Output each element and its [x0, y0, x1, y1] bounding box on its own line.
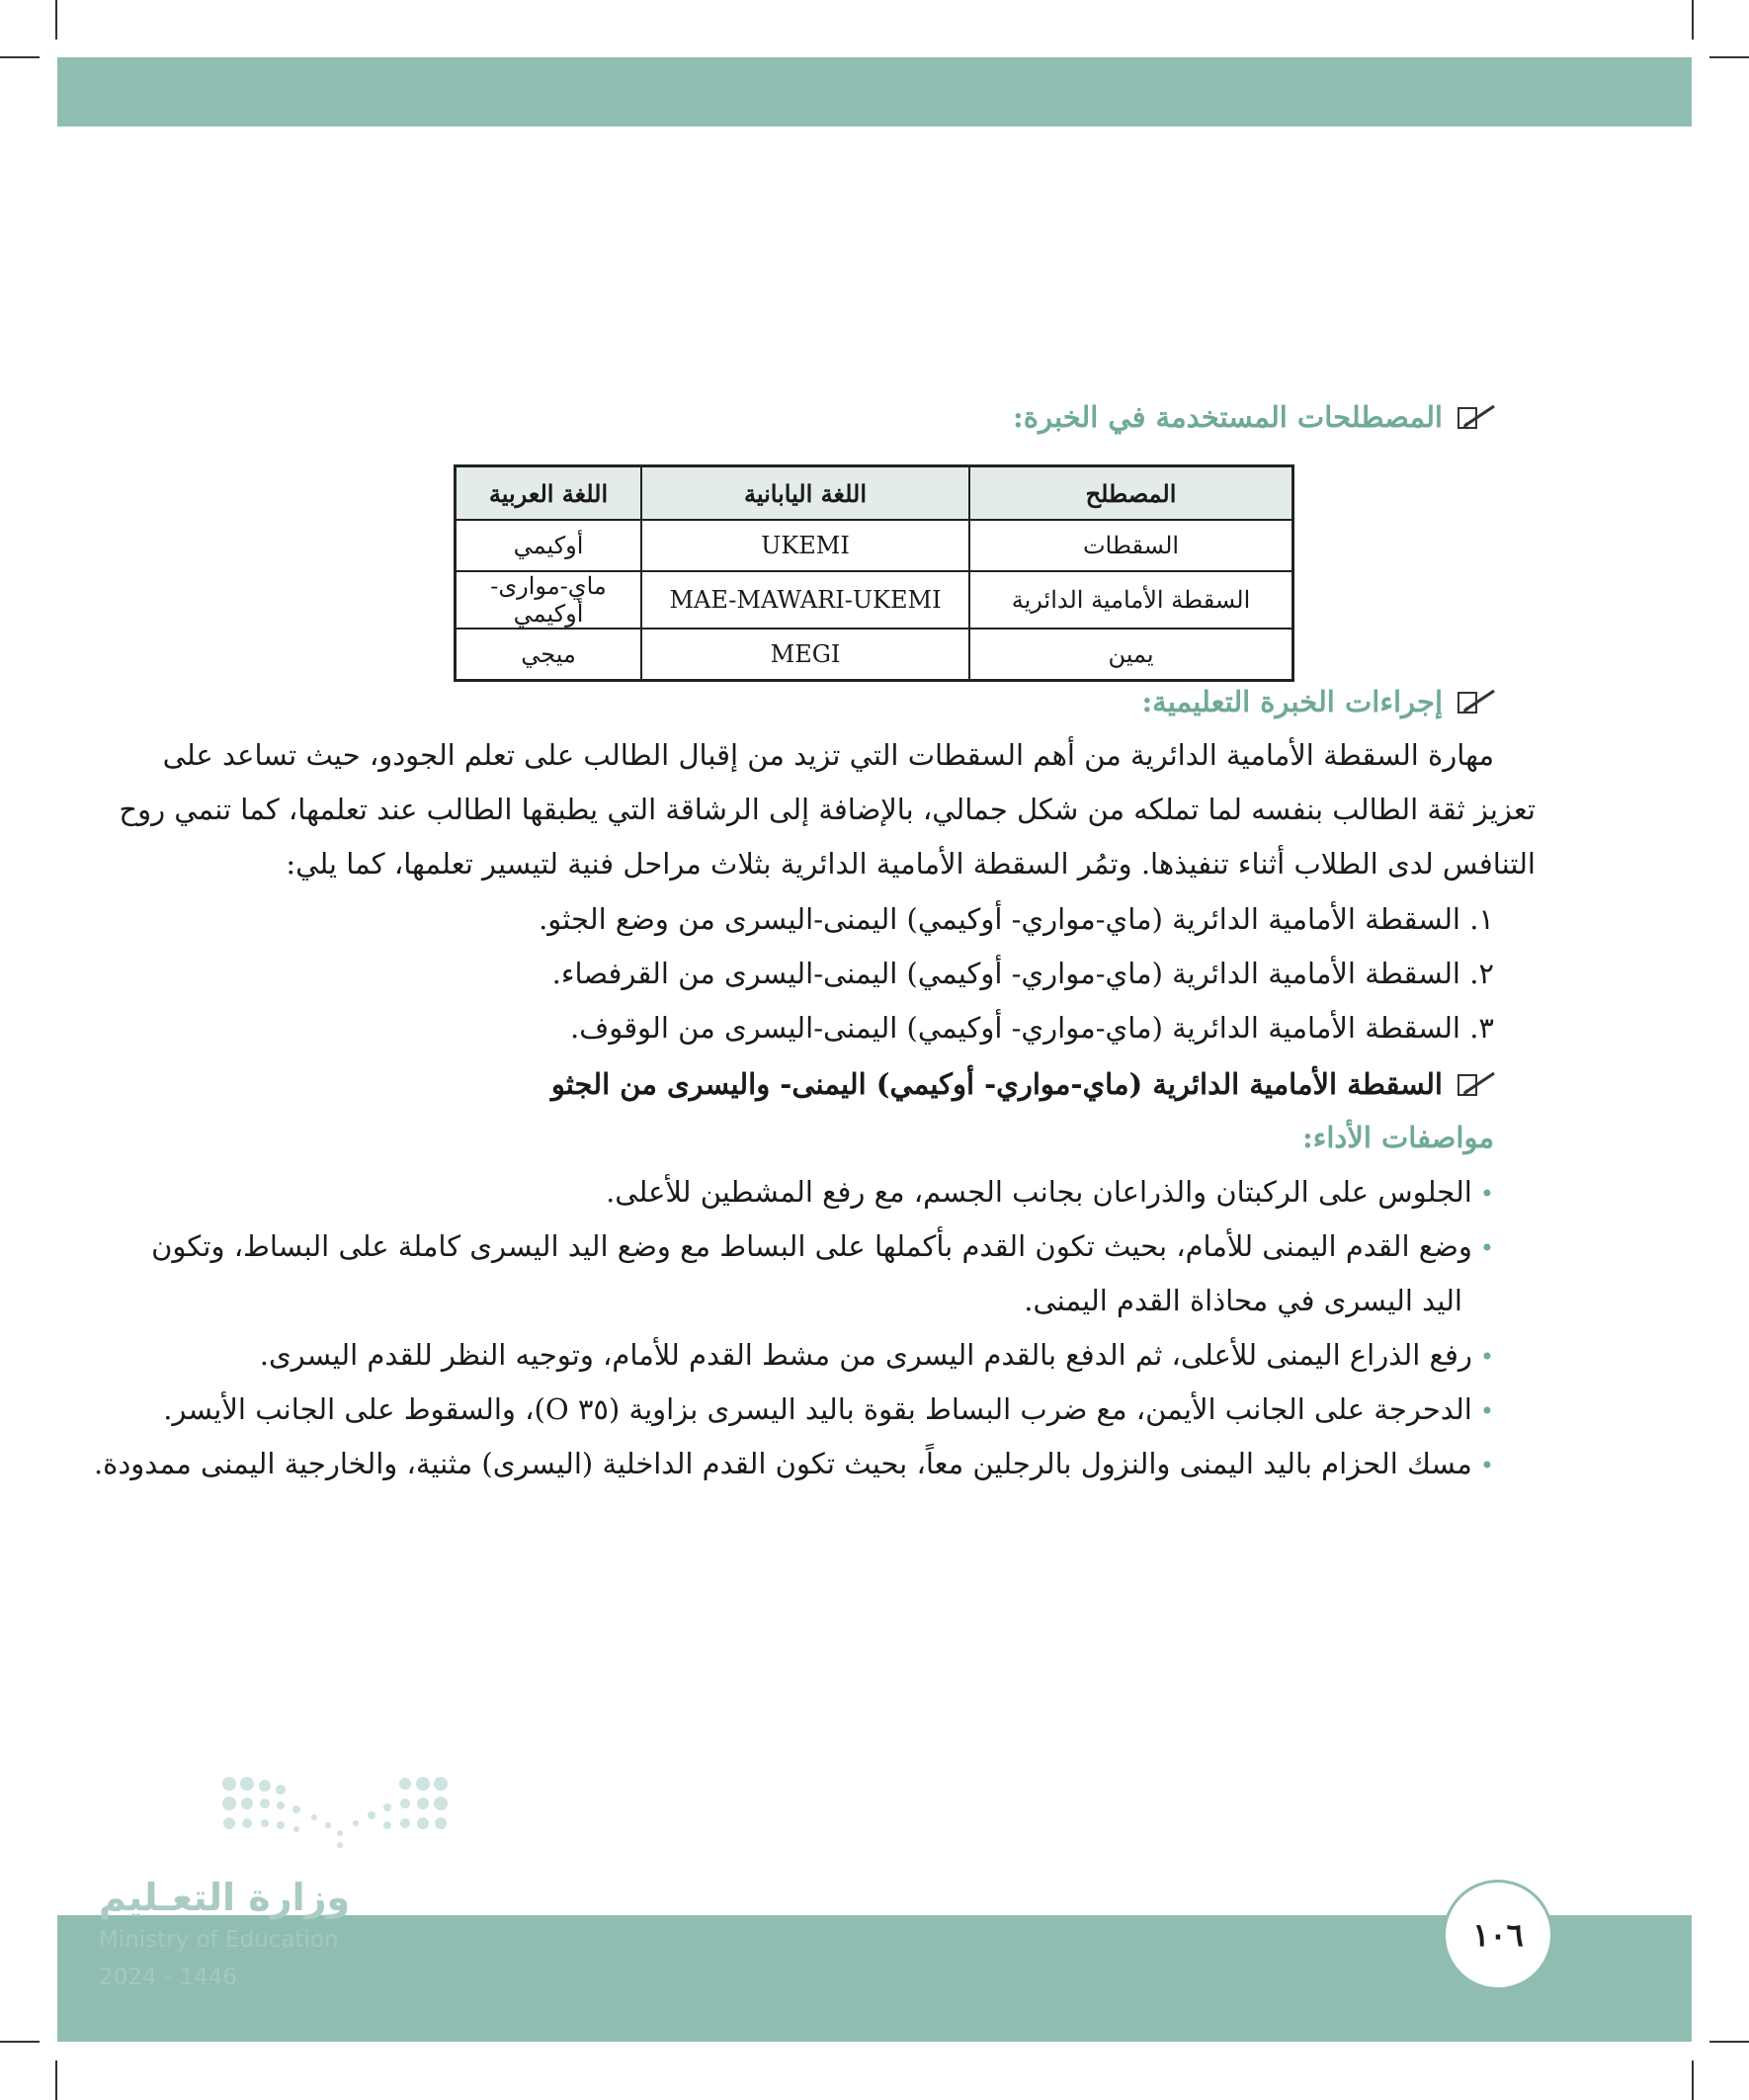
table-cell: ماي-موارى-أوكيمي — [456, 571, 642, 629]
kneeling-heading-text: السقطة الأمامية الدائرية (ماي-مواري- أوكيمي) اليمنى- واليسرى من الجثو — [550, 1067, 1443, 1101]
paragraph-line: مهارة السقطة الأمامية الدائرية من أهم السقطات التي تزيد من إقبال الطالب على تعلم الجودو، حيث تساعد على — [162, 738, 1494, 772]
table-cell: يمين — [969, 629, 1293, 681]
bullet-item — [606, 1175, 1494, 1209]
bullet-text: الجلوس على الركبتان والذراعان بجانب الجسم، مع رفع المشطين للأعلى. — [606, 1175, 1472, 1209]
bullet-dot-icon: • — [1479, 1343, 1494, 1371]
performance-subheading: مواصفات الأداء: — [1301, 1121, 1494, 1154]
bullet-dot-icon: • — [1479, 1452, 1494, 1479]
crop-mark — [0, 2041, 40, 2043]
table-header-row — [456, 466, 1293, 521]
bullet-text: الدحرجة على الجانب الأيمن، مع ضرب البساط بقوة باليد اليسرى بزاوية (٣٥ O)، والسقوط على الجانب الأيسر. — [163, 1392, 1472, 1426]
crop-mark — [1709, 2041, 1749, 2043]
table-header-cell: اللغة اليابانية — [641, 466, 969, 521]
terms-heading-text: المصطلحات المستخدمة في الخبرة: — [1013, 400, 1443, 434]
bullet-continuation: اليد اليسرى في محاذاة القدم اليمنى. — [1024, 1284, 1462, 1317]
bullet-item — [260, 1338, 1494, 1372]
step-item: ٣. السقطة الأمامية الدائرية (ماي-مواري- أوكيمي) اليمنى-اليسرى من الوقوف. — [569, 1011, 1494, 1045]
page-number: ١٠٦ — [1443, 1880, 1553, 1990]
bullet-dot-icon: • — [1479, 1180, 1494, 1208]
crop-mark — [1692, 2060, 1694, 2100]
table-row — [456, 629, 1293, 681]
pen-writing-icon — [1457, 402, 1498, 432]
table-cell: السقطات — [969, 520, 1293, 571]
bullet-item — [94, 1447, 1494, 1480]
table-row — [456, 520, 1293, 571]
table-row — [456, 571, 1293, 629]
table-header-cell: اللغة العربية — [456, 466, 642, 521]
header-band — [57, 57, 1692, 126]
table-cell: UKEMI — [641, 520, 969, 571]
crop-mark — [1709, 56, 1749, 58]
bullet-text: وضع القدم اليمنى للأمام، بحيث تكون القدم بأكملها على البساط مع وضع اليد اليسرى كاملة على البساط، وتكون — [151, 1229, 1472, 1263]
terms-table — [454, 464, 1294, 682]
pen-writing-icon — [1457, 687, 1498, 716]
procedures-heading — [1141, 685, 1498, 718]
kneeling-heading — [551, 1067, 1498, 1101]
table-cell: ميجي — [456, 629, 642, 681]
crop-mark — [55, 0, 57, 40]
bullet-text: مسك الحزام باليد اليمنى والنزول بالرجلين معاً، بحيث تكون القدم الداخلية (اليسرى) مثنية، والخارجية اليمنى ممدودة. — [93, 1447, 1472, 1480]
step-item: ١. السقطة الأمامية الدائرية (ماي-مواري- أوكيمي) اليمنى-اليسرى من وضع الجثو. — [539, 902, 1494, 936]
bullet-item — [151, 1229, 1494, 1263]
procedures-heading-text: إجراءات الخبرة التعليمية: — [1141, 685, 1443, 718]
paragraph-line: التنافس لدى الطلاب أثناء تنفيذها. وتمُر السقطة الأمامية الدائرية بثلاث مراحل فنية لتيسير تعلمها، كما يلي: — [286, 847, 1536, 881]
bullet-item — [163, 1392, 1494, 1426]
step-item: ٢. السقطة الأمامية الدائرية (ماي-مواري- أوكيمي) اليمنى-اليسرى من القرفصاء. — [551, 957, 1494, 990]
ministry-logo-year: 2024 - 1446 — [99, 1965, 237, 1990]
pen-writing-icon — [1457, 1069, 1498, 1099]
crop-mark — [55, 2060, 57, 2100]
terms-heading — [1013, 400, 1498, 434]
table-cell: السقطة الأمامية الدائرية — [969, 571, 1293, 629]
bullet-dot-icon: • — [1479, 1397, 1494, 1425]
ministry-logo-dots-icon — [217, 1774, 464, 1853]
table-cell: MEGI — [641, 629, 969, 681]
crop-mark — [0, 56, 40, 58]
paragraph-line: تعزيز ثقة الطالب بنفسه لما تملكه من شكل جمالي، بالإضافة إلى الرشاقة التي يطبقها الطالب عند تعلمها، كما تنمي روح — [119, 793, 1536, 826]
crop-mark — [1692, 0, 1694, 40]
table-cell: MAE-MAWARI-UKEMI — [641, 571, 969, 629]
ministry-logo-english: Ministry of Education — [99, 1927, 339, 1953]
bullet-dot-icon: • — [1479, 1234, 1494, 1262]
table-header-cell: المصطلح — [969, 466, 1293, 521]
ministry-logo-arabic: وزارة التعـليم — [99, 1876, 351, 1919]
table-cell: أوكيمي — [456, 520, 642, 571]
bullet-text: رفع الذراع اليمنى للأعلى، ثم الدفع بالقدم اليسرى من مشط القدم للأمام، وتوجيه النظر للقدم اليسرى. — [259, 1338, 1472, 1372]
